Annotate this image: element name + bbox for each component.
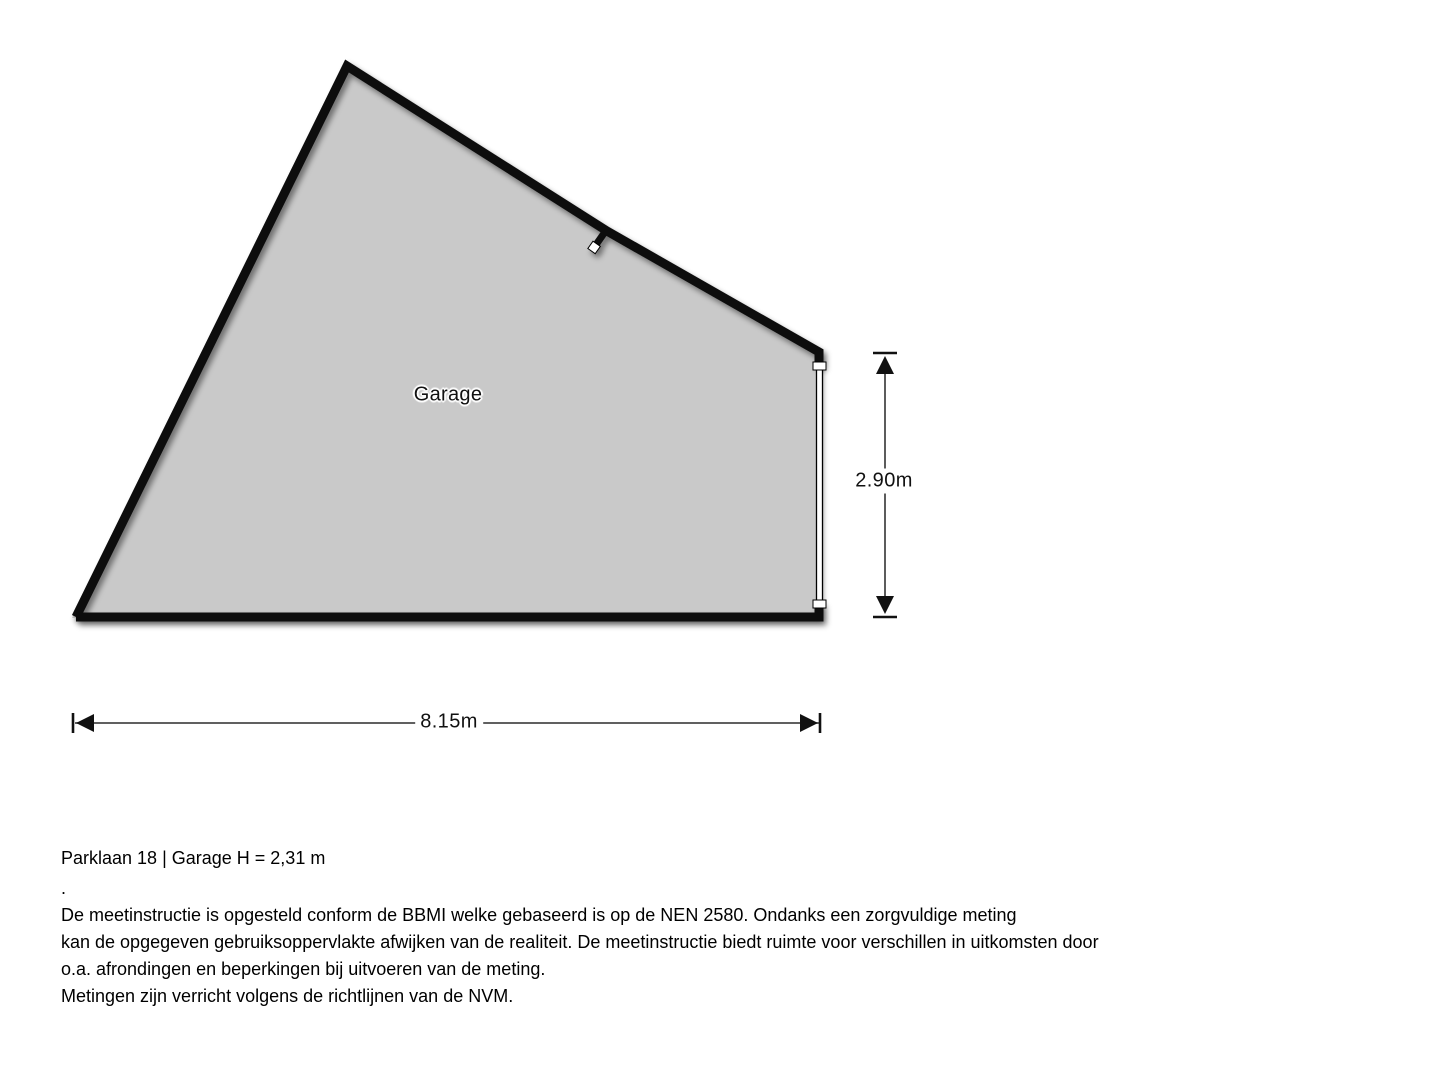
height-dimension-label: 2.90m <box>850 469 918 494</box>
horizontal-dimension-arrow-right <box>800 714 818 732</box>
footer-text-block <box>61 845 1301 1010</box>
garage-floor-area <box>72 64 820 618</box>
footer-dot-line: . <box>61 878 67 898</box>
garage-door-cap-bottom <box>813 600 826 608</box>
vertical-dimension-arrow-up <box>876 356 894 374</box>
garage-door-panel <box>817 369 823 602</box>
vertical-dimension-arrow-down <box>876 596 894 614</box>
footer-address-line: Parklaan 18 | Garage H = 2,31 m <box>61 848 326 868</box>
width-dimension-label: 8.15m <box>415 710 483 735</box>
footer-instruction-line-1: De meetinstructie is opgesteld conform de BBMI welke gebaseerd is op de NEN 2580. Ondanks een zorgvuldige meting <box>61 905 1017 925</box>
footer-instruction-line-2: kan de opgegeven gebruiksoppervlakte afwijken van de realiteit. De meetinstructie biedt ruimte voor verschillen in uitkomsten door <box>61 932 1099 952</box>
garage-floor-polygon <box>72 64 820 618</box>
footer-instruction-line-4: Metingen zijn verricht volgens de richtlijnen van de NVM. <box>61 986 514 1006</box>
footer-instruction-line-3: o.a. afrondingen en beperkingen bij uitvoeren van de meting. <box>61 959 546 979</box>
garage-door-cap-top <box>813 362 826 370</box>
horizontal-dimension-arrow-left <box>76 714 94 732</box>
room-label: Garage <box>413 383 483 406</box>
